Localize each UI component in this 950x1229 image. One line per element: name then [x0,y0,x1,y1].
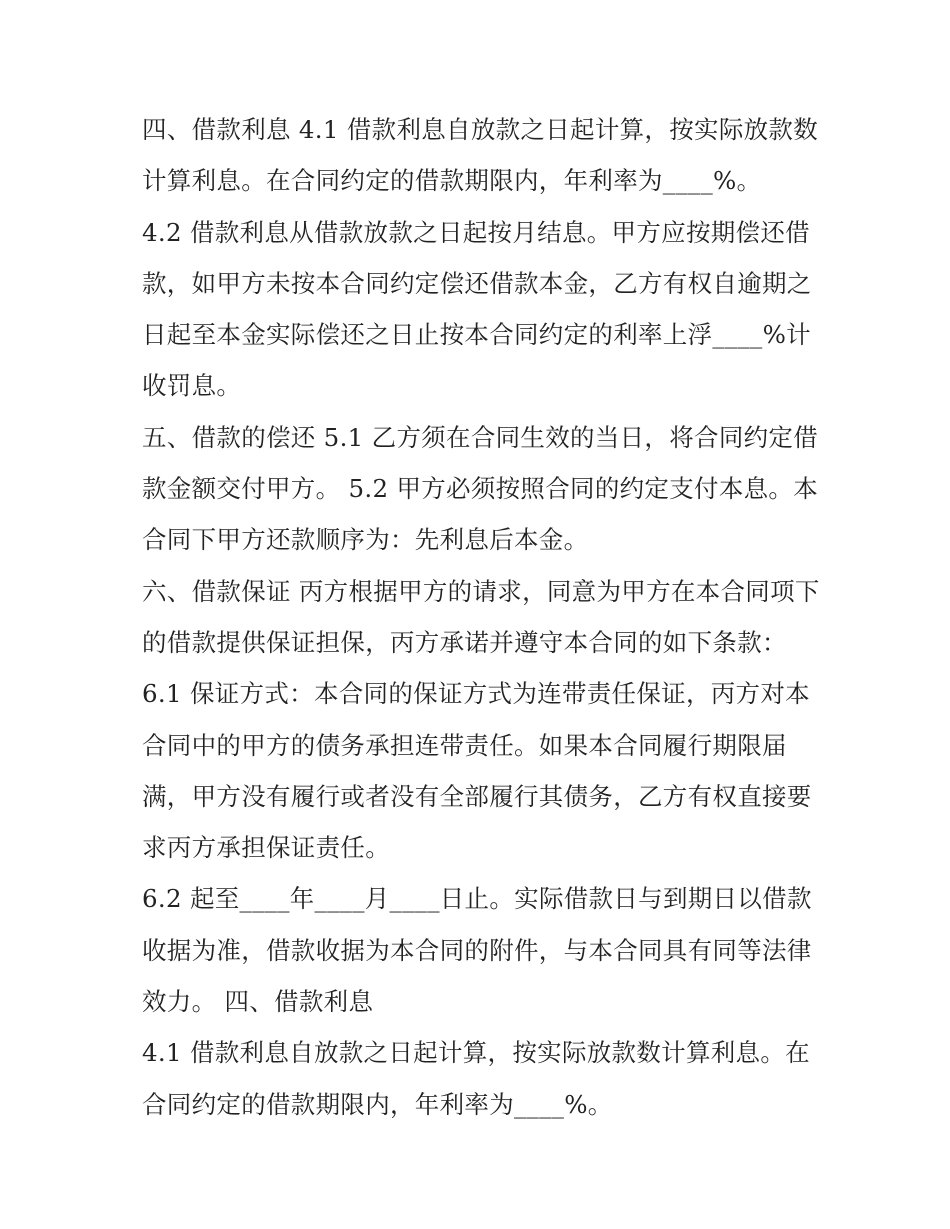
document-body [142,104,822,1130]
paragraph-repayment-clause-5: 五、借款的偿还 5.1 乙方须在合同生效的当日，将合同约定借款金额交付甲方。 5.2 甲方必须按照合同的约定支付本息。本合同下甲方还款顺序为：先利息后本金。 [142,422,819,555]
paragraph-interest-clause-4-2: 4.2 借款利息从借款放款之日起按月结息。甲方应按期偿还借款，如甲方未按本合同约定偿还借款本金，乙方有权自逾期之日起至本金实际偿还之日止按本合同约定的利率上浮____%计收罚息。 [142,217,812,401]
paragraph-guarantee-clause-6: 六、借款保证 丙方根据甲方的请求，同意为甲方在本合同项下的借款提供保证担保，丙方承诺并遵守本合同的如下条款： [142,576,820,657]
paragraph-guarantee-method-6-1: 6.1 保证方式：本合同的保证方式为连带责任保证，丙方对本合同中的甲方的债务承担连带责任。如果本合同履行期限届满，甲方没有履行或者没有全部履行其债务，乙方有权直接要求丙方承担保证责任。 [142,679,812,863]
paragraph-interest-clause-4-1: 四、借款利息 4.1 借款利息自放款之日起计算，按实际放款数计算利息。在合同约定的借款期限内，年利率为____%。 [142,115,819,196]
paragraph-term-clause-6-2: 6.2 起至____年____月____日止。实际借款日与到期日以借款收据为准，借款收据为本合同的附件，与本合同具有同等法律效力。 四、借款利息 [142,884,812,1017]
paragraph-interest-clause-4-1-repeat: 4.1 借款利息自放款之日起计算，按实际放款数计算利息。在合同约定的借款期限内，年利率为____%。 [142,1038,810,1119]
